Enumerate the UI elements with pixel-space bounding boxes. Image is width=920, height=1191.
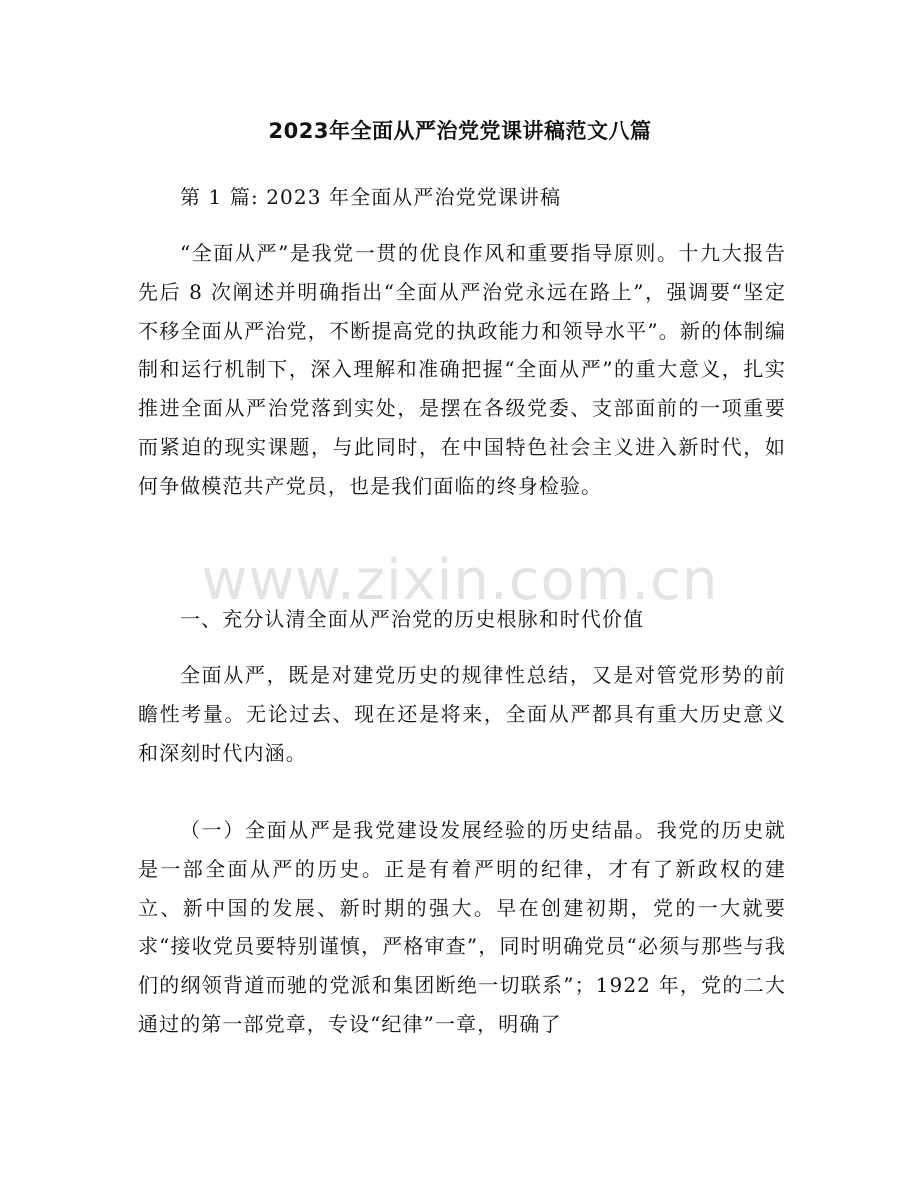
watermark: www.zixin.com.cn — [201, 548, 719, 613]
section-heading-1: 一、充分认清全面从严治党的历史根脉和时代价值 — [180, 607, 645, 631]
article-subtitle: 第 1 篇: 2023 年全面从严治党党课讲稿 — [180, 185, 562, 209]
document-title: 2023年全面从严治党党课讲稿范文八篇 — [268, 119, 652, 143]
paragraph-intro: “全面从严”是我党一贯的优良作风和重要指导原则。十九大报告先后 8 次阐述并明确指出“全面从严治党永远在路上”，强调要“坚定不移全面从严治党，不断提高党的执政能力和领导水平”。新的体制编制和运行机制下，深入理解和准确把握“全面从严”的重大意义，扎实推进全面从严治党落到实处，是摆在各级党委、支部面前的一项重要而紧迫的现实课题，与此同时，在中国特色社会主义进入新时代，如何争做模范共产党员，也是我们面临的终身检验。 — [138, 241, 786, 498]
paragraph-section-1: 全面从严，既是对建党历史的规律性总结，又是对管党形势的前瞻性考量。无论过去、现在还是将来，全面从严都具有重大历史意义和深刻时代内涵。 — [138, 663, 786, 765]
paragraph-subsection-1: （一）全面从严是我党建设发展经验的历史结晶。我党的历史就是一部全面从严的历史。正是有着严明的纪律，才有了新政权的建立、新中国的发展、新时期的强大。早在创建初期，党的一大就要求“接收党员要特别谨慎，严格审查”，同时明确党员“必须与那些与我们的纲领背道而驰的党派和集团断绝一切联系”；1922 年，党的二大通过的第一部党章，专设“纪律”一章，明确了 — [138, 818, 786, 1036]
